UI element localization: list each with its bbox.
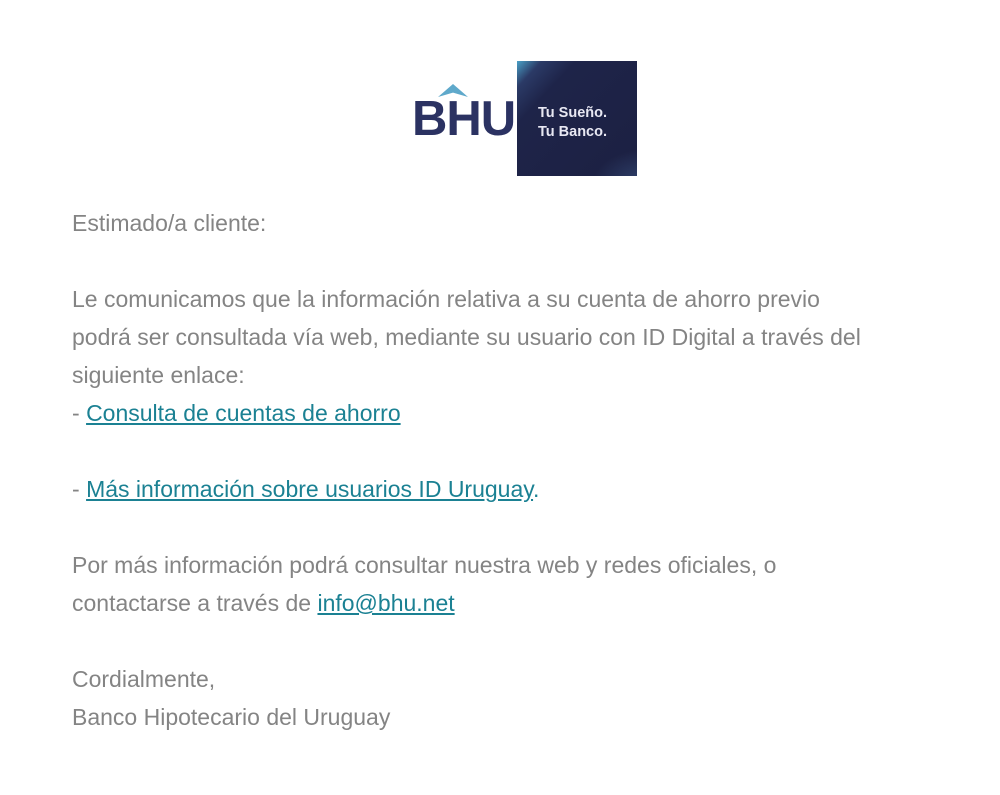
closing-line-2: Banco Hipotecario del Uruguay bbox=[72, 704, 391, 730]
contact-line-2: contactarse a través de bbox=[72, 590, 318, 616]
id-uruguay-link-suffix: . bbox=[533, 476, 540, 502]
bhu-wordmark bbox=[412, 61, 516, 176]
bhu-tagline-square bbox=[517, 61, 637, 176]
tagline-line2: Tu Banco. bbox=[538, 124, 608, 140]
tagline-line1: Tu Sueño. bbox=[538, 105, 608, 121]
intro-line-2: podrá ser consultada vía web, mediante su usuario con ID Digital a través del bbox=[72, 324, 861, 350]
bhu-logo bbox=[412, 61, 980, 176]
id-uruguay-line bbox=[72, 470, 980, 508]
greeting: Estimado/a cliente: bbox=[72, 210, 267, 236]
bhu-wordmark-text: BHU bbox=[412, 92, 516, 146]
id-uruguay-dash: - bbox=[72, 476, 87, 502]
savings-link-dash: - bbox=[72, 400, 87, 426]
contact-email-link[interactable]: info@bhu.net bbox=[317, 590, 455, 616]
closing-line-1: Cordialmente, bbox=[72, 666, 216, 692]
closing bbox=[72, 660, 980, 736]
intro-line-3: siguiente enlace: bbox=[72, 362, 245, 388]
intro-paragraph bbox=[72, 280, 980, 432]
contact-paragraph bbox=[72, 546, 980, 622]
intro-line-1: Le comunicamos que la información relativa a su cuenta de ahorro previo bbox=[72, 286, 820, 312]
savings-accounts-link[interactable]: Consulta de cuentas de ahorro bbox=[86, 400, 401, 426]
contact-line-1: Por más información podrá consultar nuestra web y redes oficiales, o bbox=[72, 552, 777, 578]
id-uruguay-link[interactable]: Más información sobre usuarios ID Uruguay bbox=[86, 476, 534, 502]
